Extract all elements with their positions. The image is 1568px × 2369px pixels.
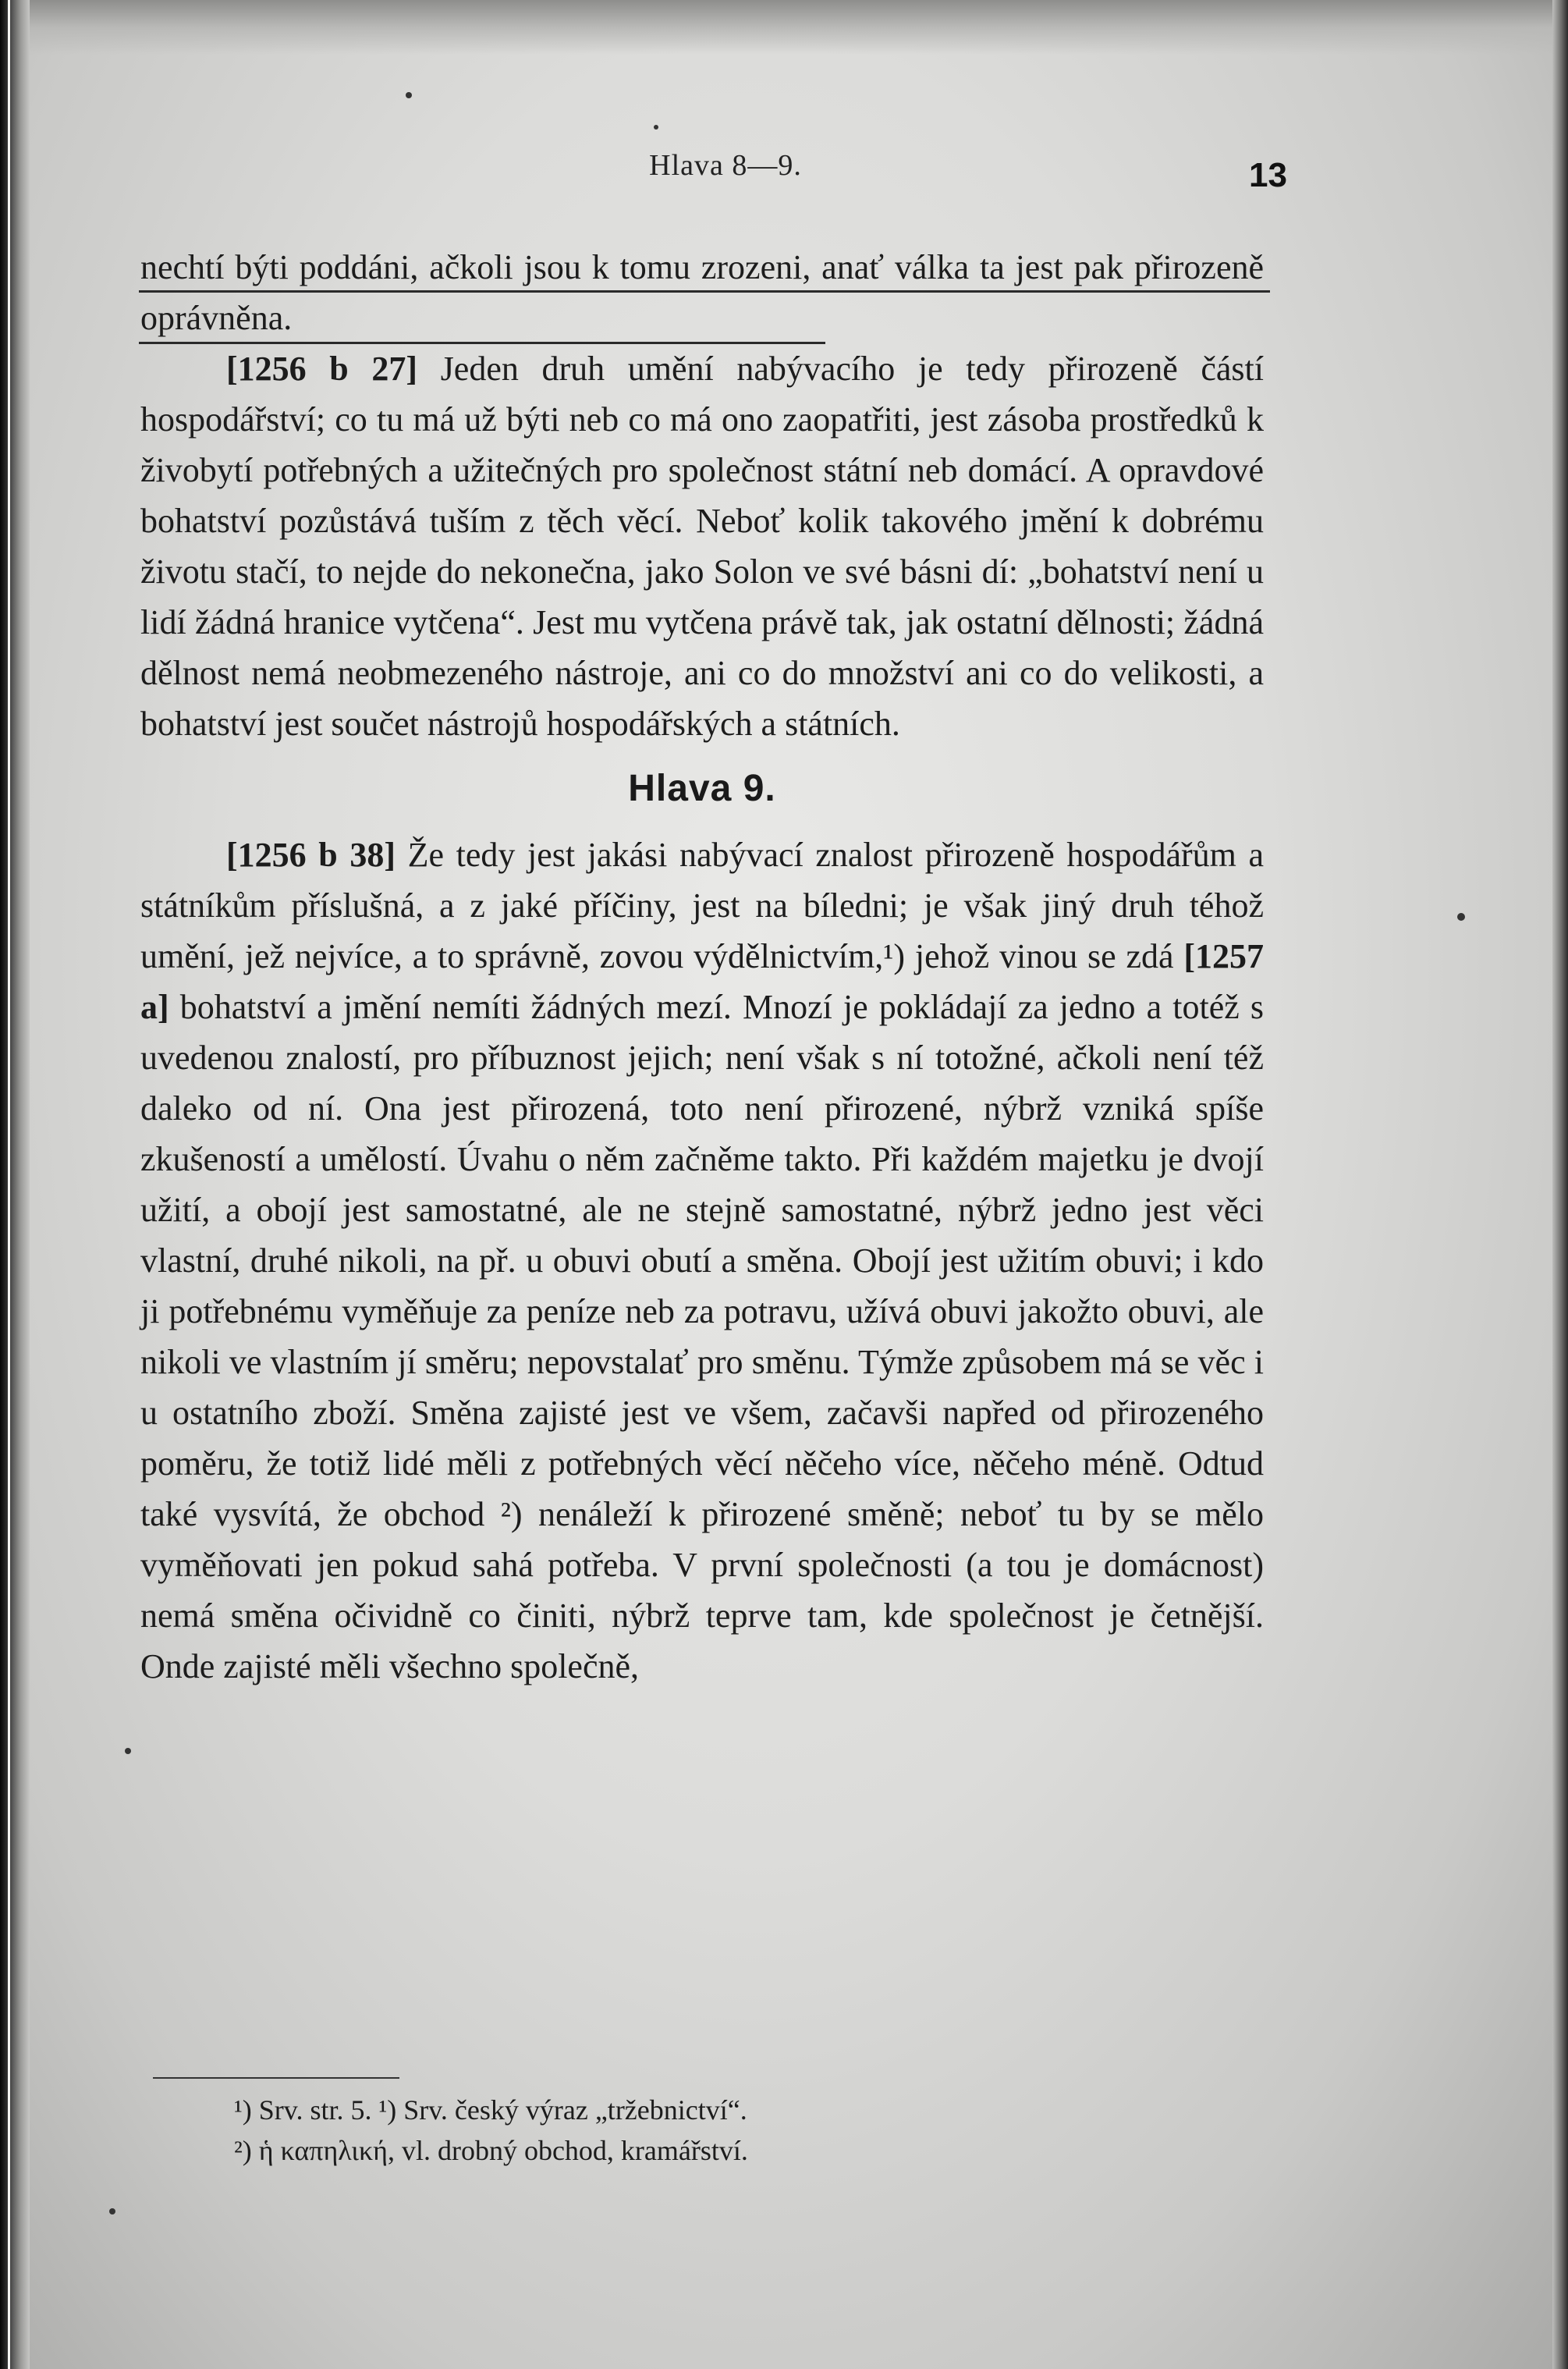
paragraph-text: Jeden druh umění nabývacího je tedy přirozeně částí hospodářství; co tu má už býti neb co má ono zaopatřiti, jest zásoba prostředků k živobytí potřebných a užitečných pro společnost státní neb domácí. A opravdové bohatství pozůstává tuším z těch věcí. Neboť kolik takového jmění k dobrému životu stačí, to nejde do nekonečna, jako Solon ve své básni dí: „bohatství není u lidí žádná hranice vytčena“. Jest mu vytčena právě tak, jak ostatní dělnosti; žádná dělnost nemá neobmezeného nástroje, ani co do množství ani co do velikosti, a bohatství jest součet nástrojů hospodářských a státních.: [140, 350, 1264, 743]
scan-speck: [1457, 913, 1465, 921]
scan-top-shadow: [0, 0, 1568, 55]
paragraph: [140, 829, 1264, 1692]
footnote: ¹) Srv. str. 5. ¹) Srv. český výraz „tržebnictví“.: [234, 2094, 747, 2126]
running-head: Hlava 8—9.: [649, 149, 802, 182]
paragraph-continued: nechtí býti poddáni, ačkoli jsou k tomu zrozeni, anať válka ta jest pak přirozeně oprávněna.: [140, 248, 1264, 337]
footnote: ²) ἡ καπηλική, vl. drobný obchod, kramářství.: [234, 2135, 748, 2166]
bekker-reference: [1256 b 38]: [226, 836, 396, 874]
paragraph-text: bohatství a jmění nemíti žádných mezí. Mnozí je pokládají za jedno a totéž s uvedenou znalostí, pro příbuznost jejich; není však s ní totožné, ačkoli není též daleko od ní. Ona jest přirozená, toto není přirozené, nýbrž vzniká spíše zkušeností a umělostí. Úvahu o něm začněme takto. Při každém majetku je dvojí užití, a obojí jest samostatné, ale ne stejně samostatné, nýbrž jedno jest věci vlastní, druhé nikoli, na př. u obuvi obutí a směna. Obojí jest užitím obuvi; i kdo ji potřebnému vyměňuje za peníze neb za potravu, užívá obuvi jakožto obuvi, ale nikoli ve vlastním jí směru; nepovstalať pro směnu. Týmže způsobem má se věc i u ostatního zboží. Směna zajisté jest ve všem, začavši napřed od přirozeného poměru, že totiž lidé měli z potřebných věcí něčeho více, něčeho méně. Odtud také vysvítá, že obchod ²) nenáleží k přirozené směně; neboť tu by se mělo vyměňovati jen pokud sahá potřeba. V první společnosti (a tou je domácnost) nemá směna očividně co činiti, nýbrž teprve tam, kde společnost je četnější. Onde zajisté měli všechno společně,: [140, 988, 1265, 1685]
footnote-rule: [153, 2077, 399, 2079]
scan-right-edge: [1552, 0, 1568, 2369]
bekker-reference: [1257 a]: [140, 937, 1264, 1026]
footnotes: [234, 2090, 1092, 2171]
paragraph-text: Že tedy jest jakási nabývací znalost přirozeně hospodářům a státníkům příslušná, a z jaké příčiny, jest na bíledni; je však jiný druh téhož umění, jež nejvíce, a to správně, zovou výdělnictvím,¹) jehož vinou se zdá: [140, 836, 1264, 975]
scan-speck: [654, 125, 658, 130]
page-number: 13: [1249, 156, 1287, 194]
scan-speck: [109, 2208, 115, 2214]
paragraph: [140, 343, 1264, 749]
scan-speck: [125, 1748, 131, 1754]
chapter-heading: Hlava 9.: [628, 768, 776, 809]
bekker-reference: [1256 b 27]: [226, 350, 418, 388]
main-text: [140, 242, 1264, 1692]
scan-left-edge-line: [8, 0, 10, 2369]
scan-left-edge: [0, 0, 30, 2369]
scan-speck: [406, 92, 412, 98]
